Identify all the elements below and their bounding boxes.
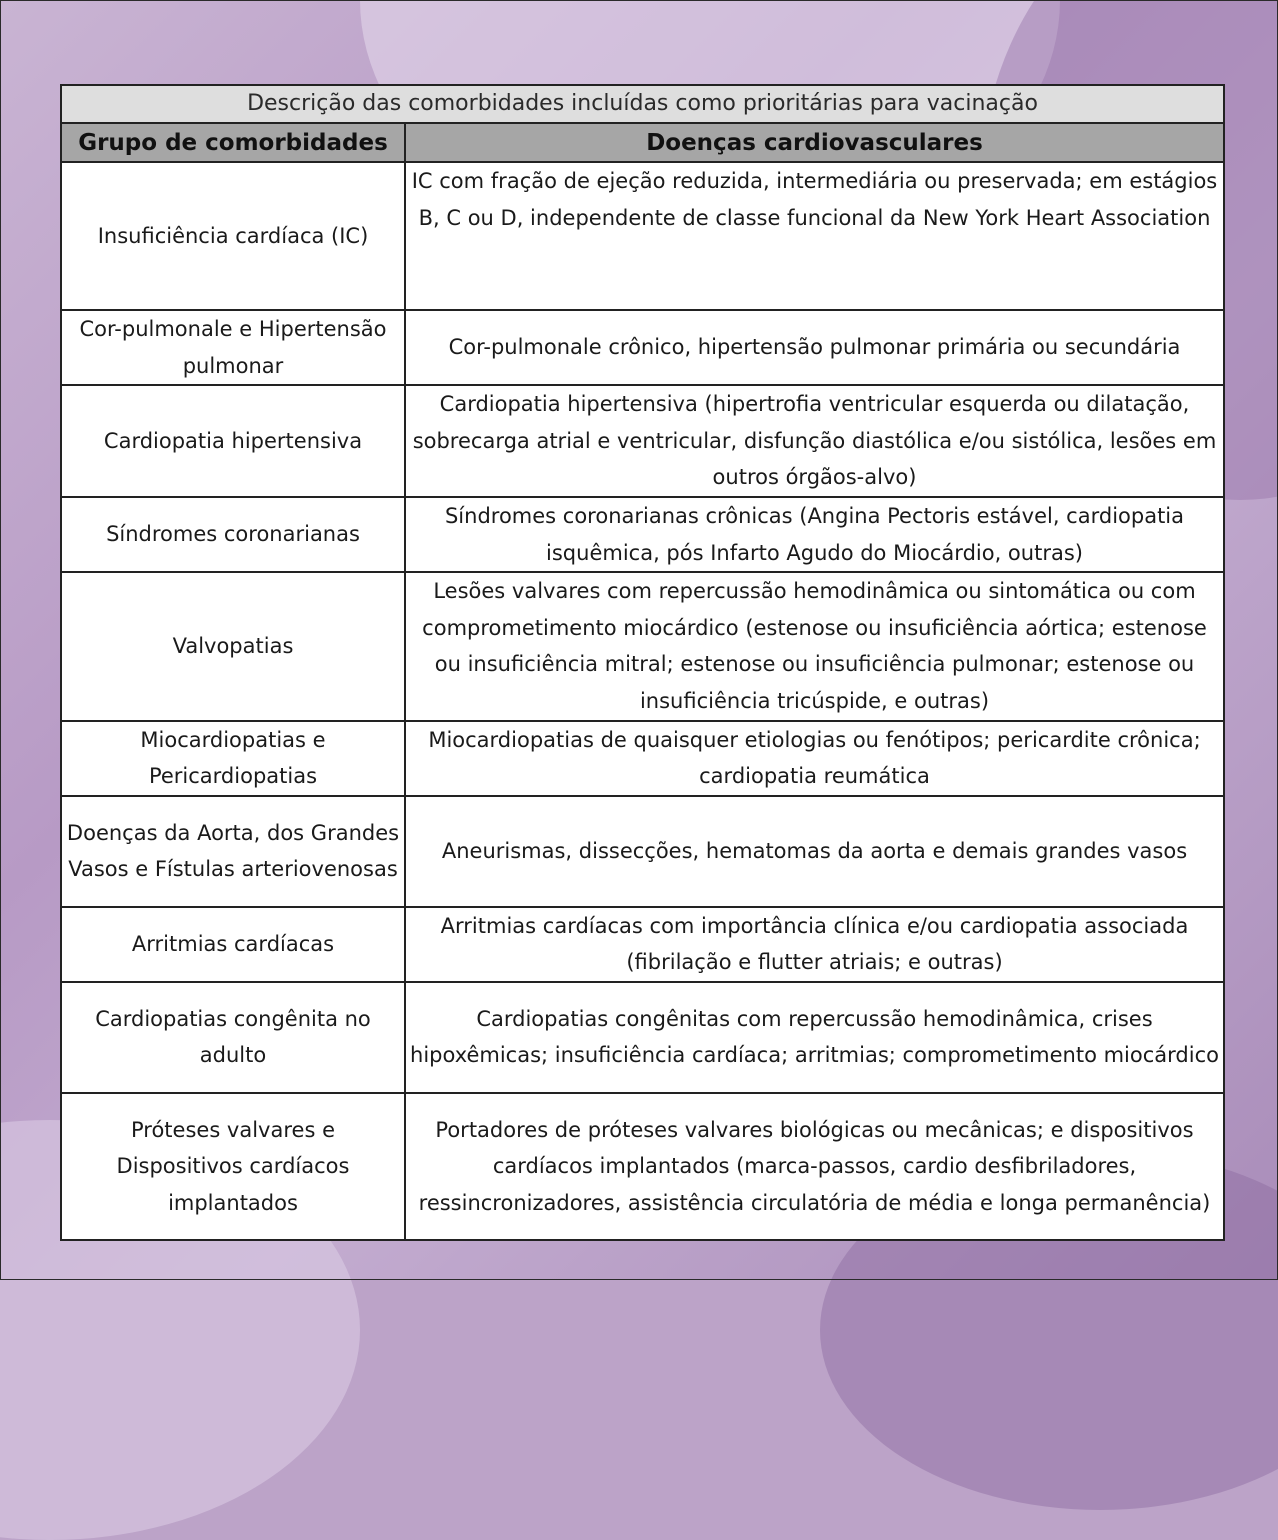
group-cell: Arritmias cardíacas bbox=[61, 907, 405, 982]
table-row bbox=[61, 385, 1224, 497]
table-header-row bbox=[61, 123, 1224, 162]
disease-cell: Aneurismas, dissecções, hematomas da aorta e demais grandes vasos bbox=[405, 796, 1224, 907]
disease-cell: Portadores de próteses valvares biológicas ou mecânicas; e dispositivos cardíacos implantados (marca-passos, cardio desfibriladores, ressincronizadores, assistência circulatória de média e longa permanência) bbox=[405, 1093, 1224, 1240]
group-cell: Miocardiopatias e Pericardiopatias bbox=[61, 721, 405, 796]
disease-cell: Lesões valvares com repercussão hemodinâmica ou sintomática ou com comprometimento miocárdico (estenose ou insuficiência aórtica; estenose ou insuficiência mitral; estenose ou insuficiência pulmonar; estenose ou insuficiência tricúspide, e outras) bbox=[405, 572, 1224, 720]
group-cell: Cor-pulmonale e Hipertensão pulmonar bbox=[61, 310, 405, 385]
table-row bbox=[61, 572, 1224, 720]
disease-cell: Cor-pulmonale crônico, hipertensão pulmonar primária ou secundária bbox=[405, 310, 1224, 385]
group-cell: Síndromes coronarianas bbox=[61, 497, 405, 572]
disease-cell: Cardiopatias congênitas com repercussão hemodinâmica, crises hipoxêmicas; insuficiência cardíaca; arritmias; comprometimento miocárdico bbox=[405, 982, 1224, 1093]
group-cell: Valvopatias bbox=[61, 572, 405, 720]
disease-cell: IC com fração de ejeção reduzida, intermediária ou preservada; em estágios B, C ou D, independente de classe funcional da New York Heart Association bbox=[405, 162, 1224, 310]
disease-cell: Arritmias cardíacas com importância clínica e/ou cardiopatia associada (fibrilação e flutter atriais; e outras) bbox=[405, 907, 1224, 982]
table-row bbox=[61, 907, 1224, 982]
table-row bbox=[61, 982, 1224, 1093]
disease-cell: Cardiopatia hipertensiva (hipertrofia ventricular esquerda ou dilatação, sobrecarga atrial e ventricular, disfunção diastólica e/ou sistólica, lesões em outros órgãos-alvo) bbox=[405, 385, 1224, 497]
group-cell: Insuficiência cardíaca (IC) bbox=[61, 162, 405, 310]
table-row bbox=[61, 796, 1224, 907]
table-row bbox=[61, 497, 1224, 572]
table-row bbox=[61, 310, 1224, 385]
column-header-group: Grupo de comorbidades bbox=[61, 123, 405, 162]
disease-cell: Miocardiopatias de quaisquer etiologias ou fenótipos; pericardite crônica; cardiopatia reumática bbox=[405, 721, 1224, 796]
group-cell: Cardiopatia hipertensiva bbox=[61, 385, 405, 497]
table-row bbox=[61, 1093, 1224, 1240]
group-cell: Cardiopatias congênita no adulto bbox=[61, 982, 405, 1093]
group-cell: Próteses valvares e Dispositivos cardíacos implantados bbox=[61, 1093, 405, 1240]
group-cell: Doenças da Aorta, dos Grandes Vasos e Fístulas arteriovenosas bbox=[61, 796, 405, 907]
column-header-disease: Doenças cardiovasculares bbox=[405, 123, 1224, 162]
table-title-row bbox=[61, 85, 1224, 123]
disease-cell: Síndromes coronarianas crônicas (Angina Pectoris estável, cardiopatia isquêmica, pós Infarto Agudo do Miocárdio, outras) bbox=[405, 497, 1224, 572]
table-row bbox=[61, 162, 1224, 310]
comorbidities-table bbox=[60, 84, 1225, 1241]
table-row bbox=[61, 721, 1224, 796]
table-title: Descrição das comorbidades incluídas como prioritárias para vacinação bbox=[61, 85, 1224, 123]
